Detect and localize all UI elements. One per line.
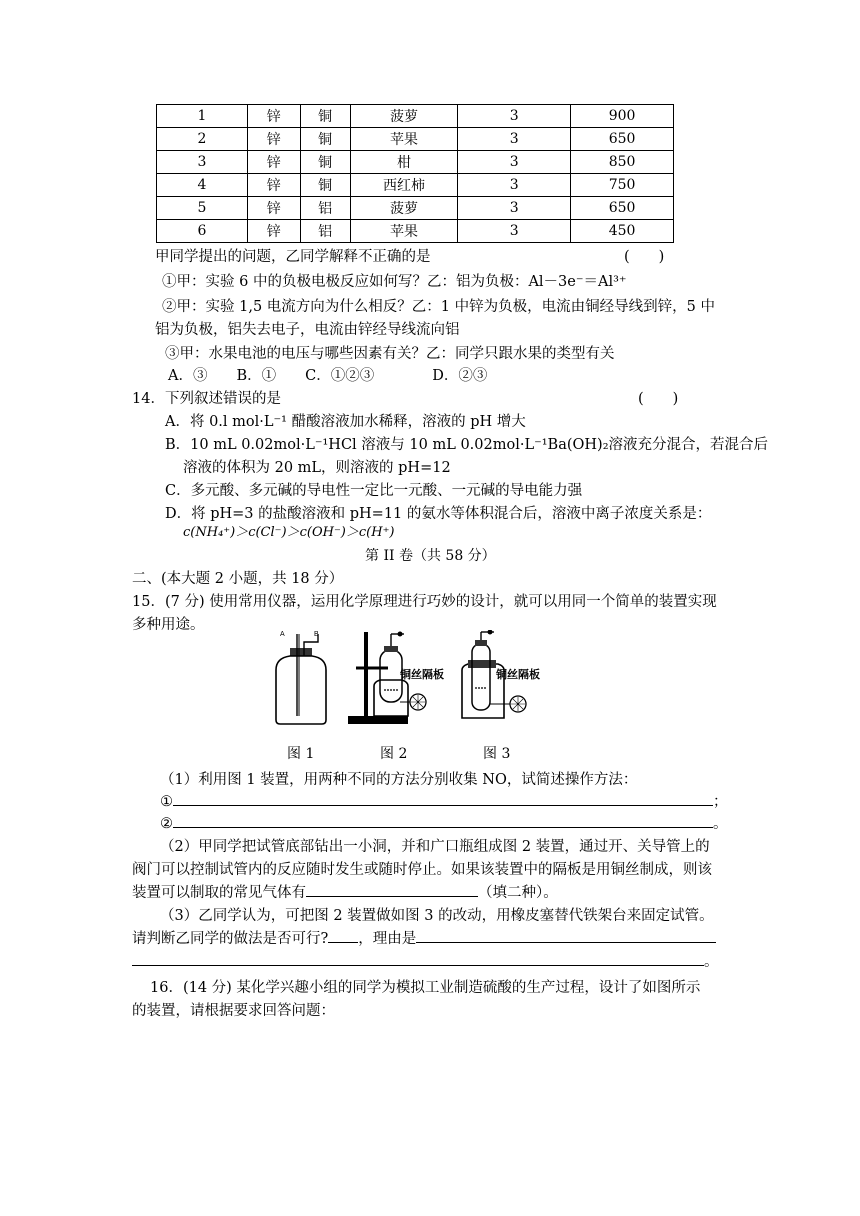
q13-answer-paren: ( )	[624, 249, 665, 265]
table-cell: 5	[157, 197, 248, 220]
section-heading: 二、(本大题 2 小题，共 18 分）	[132, 571, 344, 587]
table-cell: 750	[571, 174, 674, 197]
fig1-label-a: A	[280, 631, 285, 638]
q13-item-2b: 铝为负极，铝失去电子，电流由锌经导线流向铝	[155, 322, 460, 338]
table-cell: 锌	[247, 174, 300, 197]
table-cell: 3	[458, 105, 571, 128]
q15-part-3-end: 。	[704, 954, 719, 970]
q15-part-2-a: （2）甲同学把试管底部钻出一小洞，并和广口瓶组成图 2 装置，通过开、关导管上的	[160, 839, 710, 855]
q15-part-2-c	[132, 881, 558, 902]
q13-item-1: ①甲：实验 6 中的负极电极反应如何写？乙：铝为负极：Al－3e⁻＝Al³⁺	[162, 274, 627, 290]
table-cell: 菠萝	[350, 197, 458, 220]
q15-answer-b-label: ②	[160, 816, 173, 832]
q13-choices: A．③ B．① C．①②③ D．②③	[168, 368, 488, 384]
table-cell: 450	[571, 220, 674, 243]
q14-stem: 14．下列叙述错误的是	[132, 391, 281, 407]
q15-part-1-answer-b	[160, 812, 728, 833]
table-cell: 铜	[300, 174, 350, 197]
table-cell: 铝	[300, 220, 350, 243]
q13-stem-text: 甲同学提出的问题，乙同学解释不正确的是	[155, 249, 431, 265]
q13-stem	[155, 245, 431, 266]
q15-stem-2: 多种用途。	[132, 617, 205, 633]
q15-part-2-suffix: （填二种）。	[478, 885, 558, 901]
table-cell: 3	[458, 174, 571, 197]
fig2-mesh-label: 铜丝隔板	[400, 668, 444, 681]
q15-answer-a-label: ①	[160, 794, 173, 810]
q13-item-3: ③甲：水果电池的电压与哪些因素有关？乙：同学只跟水果的类型有关	[165, 346, 615, 362]
table-cell: 苹果	[350, 220, 458, 243]
section-title: 第 II 卷（共 58 分）	[365, 548, 496, 564]
q15-gases-blank[interactable]	[306, 882, 478, 897]
q15-part-1: （1）利用图 1 装置，用两种不同的方法分别收集 NO，试简述操作方法：	[160, 772, 638, 788]
q15-part-3-b	[132, 927, 716, 948]
table-cell: 3	[458, 220, 571, 243]
experiment-table	[156, 104, 674, 243]
q14-option-b-2: 溶液的体积为 20 mL，则溶液的 pH=12	[183, 460, 451, 476]
q15-reason-blank-2[interactable]	[132, 951, 704, 966]
table-cell: 柑	[350, 151, 458, 174]
table-row	[157, 105, 674, 128]
table-cell: 铜	[300, 151, 350, 174]
q15-answer-b-blank[interactable]	[173, 813, 713, 828]
table-cell: 6	[157, 220, 248, 243]
table-cell: 4	[157, 174, 248, 197]
table-cell: 铜	[300, 128, 350, 151]
q15-feasible-blank[interactable]	[328, 928, 358, 943]
table-cell: 西红柿	[350, 174, 458, 197]
table-cell: 锌	[247, 128, 300, 151]
q15-part-2-b: 阀门可以控制试管内的反应随时发生或随时停止。如果该装置中的隔板是用铜丝制成，则该	[132, 862, 712, 878]
table-cell: 900	[571, 105, 674, 128]
q14-option-c: C．多元酸、多元碱的导电性一定比一元酸、一元碱的导电能力强	[165, 483, 583, 499]
table-cell: 3	[157, 151, 248, 174]
table-cell: 3	[458, 151, 571, 174]
table-row	[157, 220, 674, 243]
q16-line-2: 的装置，请根据要求回答问题：	[132, 1003, 335, 1019]
q15-reason-blank-1[interactable]	[416, 928, 716, 943]
table-cell: 锌	[247, 105, 300, 128]
q15-answer-a-end: ；	[713, 794, 728, 810]
table-cell: 苹果	[350, 128, 458, 151]
table-cell: 1	[157, 105, 248, 128]
q14-option-b-1: B．10 mL 0.02mol·L⁻¹HCl 溶液与 10 mL 0.02mol·L⁻¹Ba(OH)₂溶液充分混合，若混合后	[165, 437, 769, 453]
q15-part-1-answer-a	[160, 790, 728, 811]
table-cell: 650	[571, 128, 674, 151]
q13-item-2a: ②甲：实验 1,5 电流方向为什么相反？乙：1 中锌为负极，电流由铜经导线到锌，5 中	[162, 299, 715, 315]
figure-2-caption: 图 2	[380, 746, 408, 762]
table-cell: 650	[571, 197, 674, 220]
q14-option-d-1: D．将 pH=3 的盐酸溶液和 pH=11 的氨水等体积混合后，溶液中离子浓度关系是：	[165, 506, 712, 522]
q15-stem-1: 15．(7 分) 使用常用仪器，运用化学原理进行巧妙的设计，就可以用同一个简单的装置实现	[132, 594, 717, 610]
q15-answer-a-blank[interactable]	[173, 791, 713, 806]
q14-option-a: A．将 0.l mol·L⁻¹ 醋酸溶液加水稀释，溶液的 pH 增大	[165, 414, 526, 430]
table-row	[157, 151, 674, 174]
fig1-label-b: B	[314, 631, 319, 638]
fig3-mesh-label: 铜丝隔板	[496, 668, 540, 681]
q15-answer-b-end: 。	[713, 816, 728, 832]
q15-part-3-prefix: 请判断乙同学的做法是否可行?	[132, 931, 329, 947]
table-cell: 锌	[247, 197, 300, 220]
table-cell: 锌	[247, 220, 300, 243]
figure-3-caption: 图 3	[483, 746, 511, 762]
figure-3-apparatus	[456, 630, 556, 726]
table-cell: 锌	[247, 151, 300, 174]
q15-part-3-a: （3）乙同学认为，可把图 2 装置做如图 3 的改动，用橡皮塞替代铁架台来固定试管。	[160, 908, 714, 924]
table-row	[157, 174, 674, 197]
q16-line-1: 16．(14 分) 某化学兴趣小组的同学为模拟工业制造硫酸的生产过程，设计了如图所示	[150, 980, 701, 996]
table-cell: 850	[571, 151, 674, 174]
q14-option-d-2: c(NH₄⁺)＞c(Cl⁻)＞c(OH⁻)＞c(H⁺)	[183, 525, 395, 540]
figure-2-apparatus	[344, 628, 444, 728]
table-row	[157, 197, 674, 220]
table-cell: 菠萝	[350, 105, 458, 128]
q14-answer-paren: ( )	[638, 391, 679, 407]
table-cell: 铜	[300, 105, 350, 128]
table-cell: 3	[458, 197, 571, 220]
q15-part-2-prefix: 装置可以制取的常见气体有	[132, 885, 306, 901]
table-row	[157, 128, 674, 151]
table-cell: 2	[157, 128, 248, 151]
figure-1-gas-bottle	[268, 628, 334, 728]
table-cell: 3	[458, 128, 571, 151]
figure-1-caption: 图 1	[287, 746, 315, 762]
table-cell: 铝	[300, 197, 350, 220]
q15-part-3-mid: ，理由是	[358, 931, 417, 947]
q15-part-3-c	[132, 950, 719, 971]
